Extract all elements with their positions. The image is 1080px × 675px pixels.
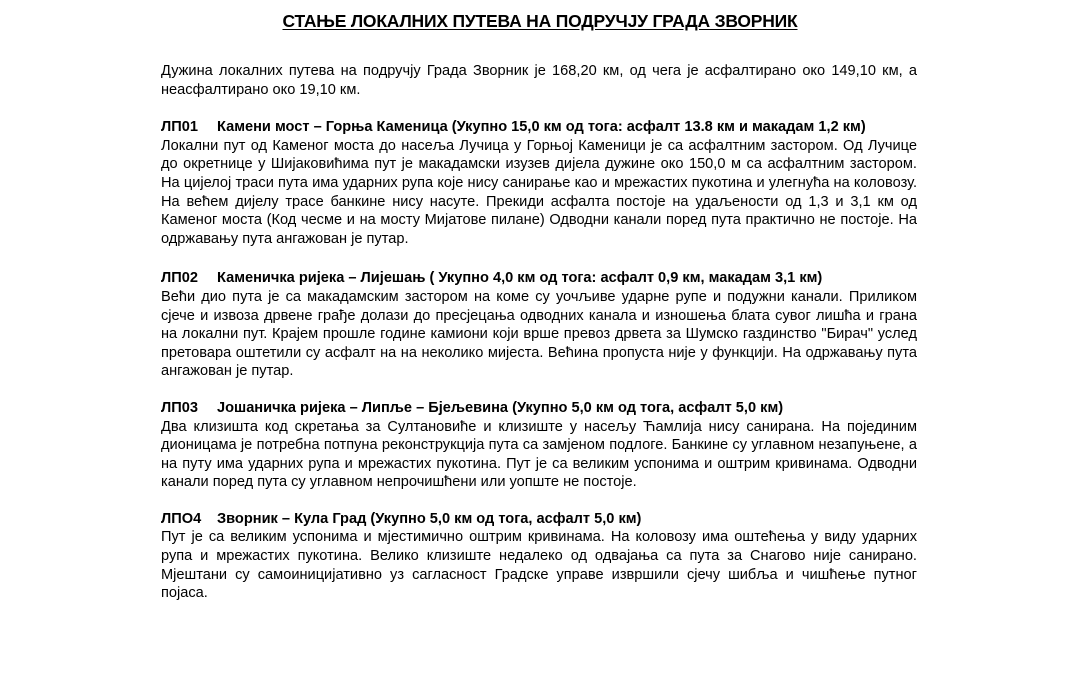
road-code: ЛП03 <box>161 399 198 416</box>
section-body: Већи дио пута је са макадамским застором на коме су уочљиве ударне рупе и подужни канали. Приликом сјече и извоза дрвене грађе долази до пресјецања одводних канала и изношења блата сувог лишћа и грана на локални пут. Крајем прошле године камиони који врше превоз дрвета за Шумско газдинство "Бирач" услед претоварa оштетили су асфалт на на неколико мијеста. Већина пропуста није у функцији. На одржавању пута ангажован је путар. <box>161 288 917 380</box>
section-heading-text: Јошаничка ријека – Липље – Бјељевина (Укупно 5,0 км од тога, асфалт 5,0 км) <box>217 399 784 416</box>
document-title: СТАЊЕ ЛОКАЛНИХ ПУТЕВА НА ПОДРУЧЈУ ГРАДА ЗВОРНИК <box>282 11 798 31</box>
road-code: ЛП01 <box>161 119 198 136</box>
section-body: Пут је са великим успонима и мјестимично оштрим кривинама. На коловозу има оштећења у виду ударних рупа и мрежастих пукотина. Велико клизиште недалеко од одвајања са пута за Снагово није санирано. Мјештани су самоиницијативно уз сагласност Градске управе извршили сјечу шибља и чишћење путног појаса. <box>161 529 917 602</box>
intro-paragraph: Дужина локалних путева на подручју Града Зворник је 168,20 км, од чега је асфалтирано око 149,10 км, а неасфалтирано око 19,10 км. <box>161 63 917 98</box>
road-section-lp02 <box>161 269 917 381</box>
road-code: ЛПО4 <box>161 510 202 527</box>
section-heading <box>161 510 917 529</box>
section-heading-text: Камени мост – Горња Каменица (Укупно 15,0 км од тога: асфалт 13.8 км и макадам 1,2 км) <box>217 119 866 136</box>
section-body: Два клизишта код скретања за Султановиће и клизиште у насељу Ћамлија нису санирана. На појединим дионицама је потребна потпуна реконструкција пута са замјеном подлоге. Банкине су углавном незапуњене, а на путу има ударних рупа и мрежастих пукотина. Пут је са великим успонима и оштрим кривинама. Одводни канали поред пута су углавном непрочишћени или уопште не постоје. <box>161 418 917 491</box>
document-body <box>161 62 917 603</box>
section-heading <box>161 399 917 418</box>
road-section-lp03 <box>161 399 917 492</box>
section-heading <box>161 269 917 288</box>
section-heading-text: Зворник – Кула Град (Укупно 5,0 км од тога, асфалт 5,0 км) <box>217 510 642 527</box>
section-heading-text: Каменичка ријека – Лијешањ ( Укупно 4,0 км од тога: асфалт 0,9 км, макадам 3,1 км) <box>217 270 823 287</box>
road-code: ЛП02 <box>161 270 198 287</box>
road-section-lp04 <box>161 510 917 603</box>
section-heading <box>161 118 917 137</box>
section-body: Локални пут од Каменог моста до насеља Лучица у Горњој Каменици је са асфалтним застором. Од Лучице до окретнице у Шијаковићима пут је макадамски изузев дијела дужине око 150,0 м са асфалтним застором. На цијелој траси пута има ударних рупа које нису санирање као и мрежастих пукотина и улегнућа на коловозу. На већем дијелу трасе банкине нису насуте. Прекиди асфалта постоје на удаљености од 1,3 и 3,1 км од Каменог моста (Код чесме и на мосту Мијатове пилане) Одводни канали поред пута практично не постоје. На одржавању пута ангажован је путар. <box>161 137 917 247</box>
road-section-lp01 <box>161 118 917 248</box>
